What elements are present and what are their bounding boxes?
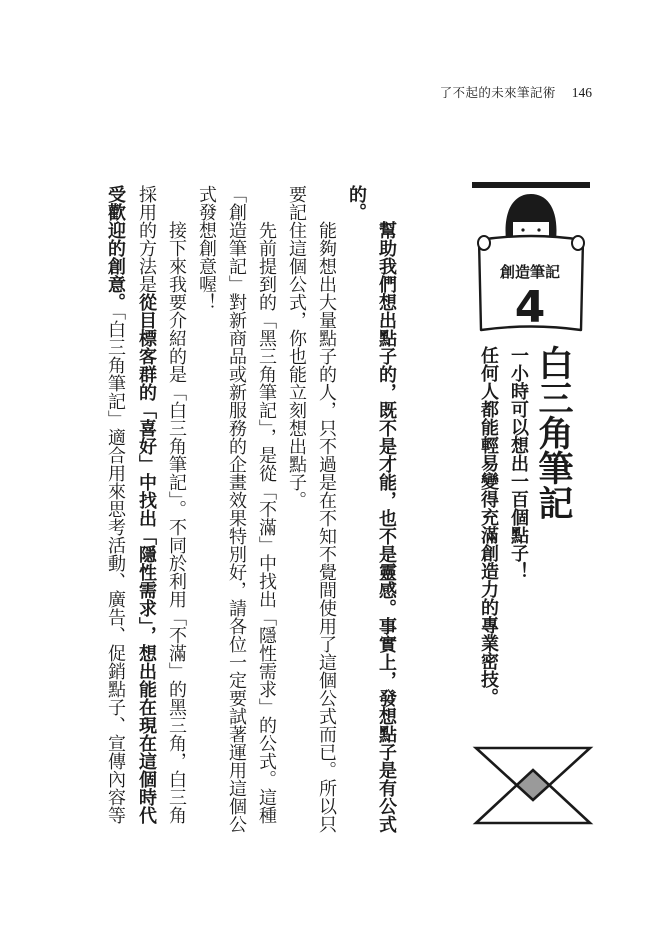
text-line bbox=[341, 185, 371, 845]
body-text-segment: 能夠想出大量點子的人，只不過是在不知不覺間使用了這個公式而已。所以只 bbox=[316, 221, 337, 833]
page-number: 146 bbox=[571, 85, 592, 100]
text-line bbox=[100, 185, 130, 845]
sign-label: 創造筆記 bbox=[499, 263, 561, 281]
running-header bbox=[440, 83, 592, 101]
right-eye bbox=[537, 228, 540, 231]
emphasis-text: 的。 bbox=[346, 185, 367, 221]
body-text-segment: 「創造筆記」對新商品或新服務的企畫效果特別好，請各位一定要試著運用這個公 bbox=[226, 185, 247, 833]
overlapping-triangles-diagram-icon bbox=[472, 742, 594, 830]
body-text-segment: 式發想創意喔！ bbox=[196, 185, 217, 311]
body-text-segment: 先前提到的「黑三角筆記」，是從「不滿」中找出「隱性需求」的公式。這種 bbox=[256, 221, 277, 824]
text-line bbox=[281, 185, 311, 845]
emphasis-text: 從目標客群的「喜好」中找出「隱性需求」，想出能在現在這個時代 bbox=[136, 293, 157, 824]
body-text-segment: 採用的方法是 bbox=[136, 185, 157, 293]
text-line bbox=[131, 185, 161, 845]
text-line bbox=[311, 185, 341, 845]
body-text-segment: 接下來我要介紹的是「白三角筆記」。不同於利用「不滿」的黑三角，白三角 bbox=[166, 221, 187, 824]
text-line bbox=[221, 185, 251, 845]
emphasis-text: 幫助我們想出點子的，既不是才能，也不是靈感。事實上，發想點子是有公式 bbox=[376, 221, 397, 833]
chapter-subtitle-line: 一小時可以想出一百個點子！ bbox=[508, 346, 529, 580]
emphasis-text: 受歡迎的創意。 bbox=[105, 185, 126, 311]
overlap-diamond bbox=[517, 770, 550, 800]
text-line bbox=[161, 185, 191, 845]
chapter-subtitle-line: 任何人都能輕易變得充滿創造力的專業密技。 bbox=[478, 346, 499, 706]
sign-number: 4 bbox=[514, 282, 546, 333]
text-line bbox=[191, 185, 221, 845]
body-text-segment: 「白三角筆記」適合用來思考活動、廣告、促銷點子、宣傳內容等 bbox=[105, 311, 126, 824]
right-hand bbox=[572, 236, 584, 250]
left-eye bbox=[521, 228, 524, 231]
book-title: 了不起的未來筆記術 bbox=[439, 85, 556, 100]
text-line bbox=[371, 185, 401, 845]
person-holding-sign-icon bbox=[470, 180, 595, 342]
chapter-title: 白三角筆記 bbox=[533, 345, 573, 520]
text-line bbox=[251, 185, 281, 845]
left-hand bbox=[478, 236, 490, 250]
body-text-segment: 要記住這個公式，你也能立刻想出點子。 bbox=[286, 185, 307, 509]
